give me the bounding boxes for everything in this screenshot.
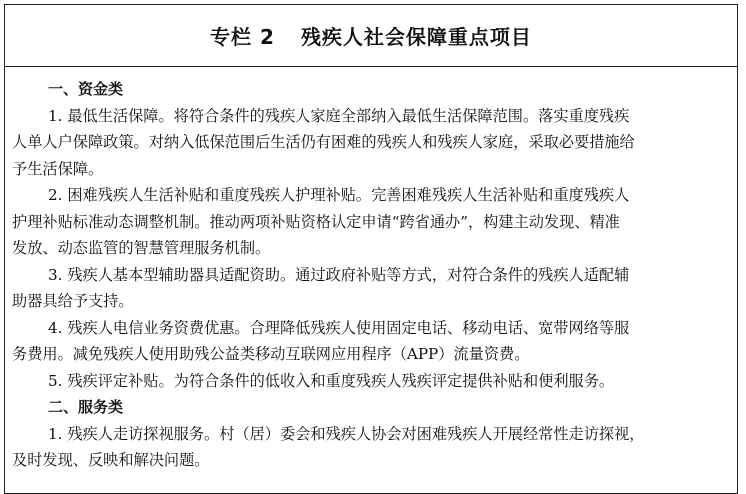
paragraph-line: 1. 残疾人走访探视服务。村（居）委会和残疾人协会对困难残疾人开展经常性走访探视，	[48, 424, 645, 443]
paragraph-line: 2. 困难残疾人生活补贴和重度残疾人护理补贴。完善困难残疾人生活补贴和重度残疾人	[48, 186, 630, 204]
paragraph-line: 5. 残疾评定补贴。为符合条件的低收入和重度残疾人残疾评定提供补贴和便利服务。	[48, 371, 615, 390]
column-label: 专栏 2	[210, 24, 275, 49]
item-assistive-device-subsidy	[12, 262, 728, 315]
paragraph-line: 助器具给予支持。	[12, 292, 134, 310]
item-visiting-service	[12, 421, 728, 474]
paragraph-line: 及时发现、反映和解决问题。	[12, 451, 210, 469]
column-title: 残疾人社会保障重点项目	[300, 24, 532, 49]
item-telecom-fee-discount	[12, 315, 728, 368]
column-content	[12, 76, 728, 474]
item-living-and-care-subsidies	[12, 182, 728, 262]
column-title-bar	[4, 4, 738, 67]
item-disability-assessment-subsidy	[12, 368, 728, 395]
paragraph-line: 1. 最低生活保障。将符合条件的残疾人家庭全部纳入最低生活保障范围。落实重度残疾	[48, 106, 630, 125]
paragraph-line: 人单人户保障政策。对纳入低保范围后生活仍有困难的残疾人和残疾人家庭，采取必要措施给	[12, 133, 635, 151]
paragraph-line: 务费用。减免残疾人使用助残公益类移动互联网应用程序（APP）流量资费。	[12, 345, 530, 363]
section-heading-services: 二、服务类	[48, 398, 124, 416]
paragraph-line: 护理补贴标准动态调整机制。推动两项补贴资格认定申请“跨省通办”，构建主动发现、精准	[12, 212, 620, 231]
paragraph-line: 4. 残疾人电信业务资费优惠。合理降低残疾人使用固定电话、移动电话、宽带网络等服	[48, 318, 630, 337]
paragraph-line: 予生活保障。	[12, 159, 104, 178]
item-minimum-living-security	[12, 103, 728, 183]
paragraph-line: 发放、动态监管的智慧管理服务机制。	[12, 239, 271, 257]
paragraph-line: 3. 残疾人基本型辅助器具适配资助。通过政府补贴等方式，对符合条件的残疾人适配辅	[48, 265, 630, 284]
section-heading-funding: 一、资金类	[48, 80, 124, 98]
